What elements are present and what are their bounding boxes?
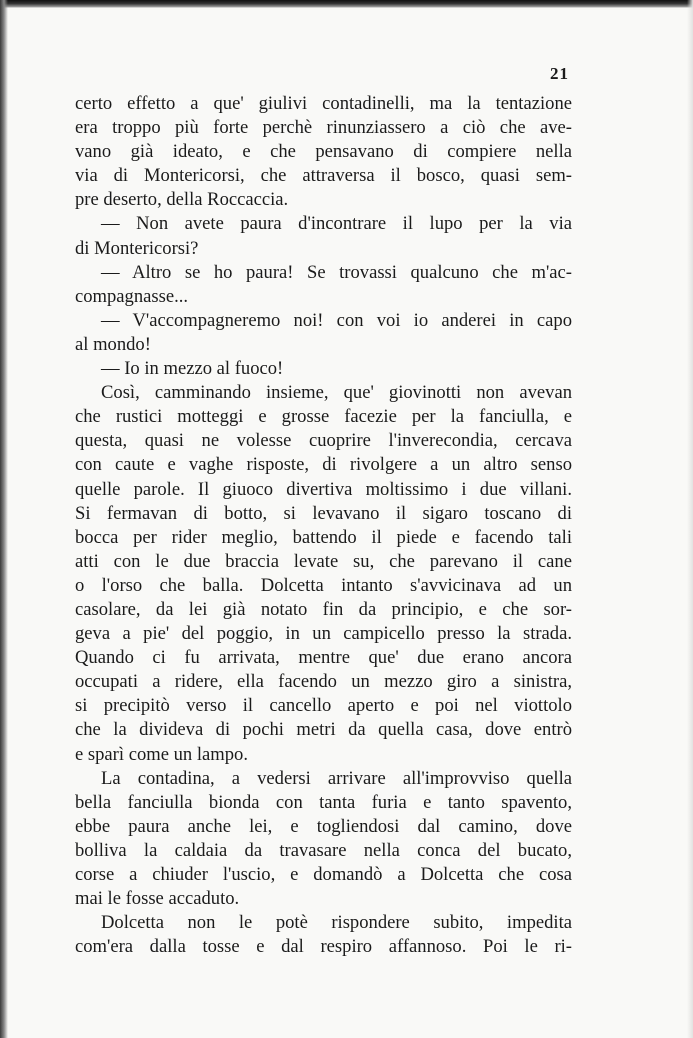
text-line: compagnasse... [75,285,189,307]
text-line: quelle parole. Il giuoco divertiva moltissimo i due villani. [75,478,572,500]
text-line: e sparì come un lampo. [75,743,248,765]
text-line: mai le fosse accaduto. [75,888,240,910]
paragraph-start-line: La contadina, a vedersi arrivare all'improvviso quella [101,767,572,789]
text-line: al mondo! [75,333,151,355]
body-text [75,92,572,959]
text-line: bolliva la caldaia da travasare nella conca del bucato, [75,839,572,861]
text-line: geva a pie' del poggio, in un campicello presso la strada. [75,623,572,645]
text-line: com'era dalla tosse e dal respiro affannoso. Poi le ri- [75,936,572,958]
text-line: che la divideva di pochi metri da quella casa, dove entrò [75,719,572,741]
dialogue-line: — Altro se ho paura! Se trovassi qualcuno che m'ac- [101,261,572,283]
text-line: via di Montericorsi, che attraversa il bosco, quasi sem- [75,165,572,187]
text-line: certo effetto a que' giulivi contadinelli, ma la tentazione [75,93,572,114]
text-line: o l'orso che balla. Dolcetta intanto s'avvicinava ad un [75,574,572,596]
paragraph-start-line: Dolcetta non le potè rispondere subito, impedita [101,912,572,934]
page-left-edge-shadow [0,0,8,1038]
text-line: bella fanciulla bionda con tanta furia e tanto spavento, [75,791,572,813]
text-line: si precipitò verso il cancello aperto e poi nel viottolo [75,695,572,717]
dialogue-line: — Non avete paura d'incontrare il lupo per la via [101,213,572,235]
text-line: questa, quasi ne volesse cuoprire l'inverecondia, cercava [75,430,572,452]
text-line: che rustici motteggi e grosse facezie per la fanciulla, e [75,406,572,428]
text-line: bocca per rider meglio, battendo il piede e facendo tali [75,526,572,548]
text-line: vano già ideato, e che pensavano di compiere nella [75,141,572,163]
text-line: con caute e vaghe risposte, di rivolgere a un altro senso [75,454,572,476]
text-line: pre deserto, della Roccaccia. [75,189,289,211]
dialogue-line: — V'accompagneremo noi! con voi io anderei in capo [101,309,572,331]
text-line: Quando ci fu arrivata, mentre que' due erano ancora [75,647,572,669]
page-right-edge [687,0,693,1038]
text-line: corse a chiuder l'uscio, e domandò a Dolcetta che cosa [75,864,572,885]
text-line: di Montericorsi? [75,237,199,259]
text-line: casolare, da lei già notato fin da principio, e che sor- [75,598,572,620]
page-number: 21 [550,64,569,83]
text-line: atti con le due braccia levate su, che parevano il cane [75,550,572,572]
text-line: Si fermavan di botto, si levavano il sigaro toscano di [75,502,572,524]
text-line: ebbe paura anche lei, e togliendosi dal camino, dove [75,815,572,837]
paragraph-start-line: Così, camminando insieme, que' giovinotti non avevan [101,382,572,404]
text-line: era troppo più forte perchè rinunziassero a ciò che ave- [75,117,572,139]
text-line: occupati a ridere, ella facendo un mezzo giro a sinistra, [75,671,572,693]
page-top-edge-shadow [0,0,693,8]
dialogue-line: — Io in mezzo al fuoco! [101,358,284,380]
